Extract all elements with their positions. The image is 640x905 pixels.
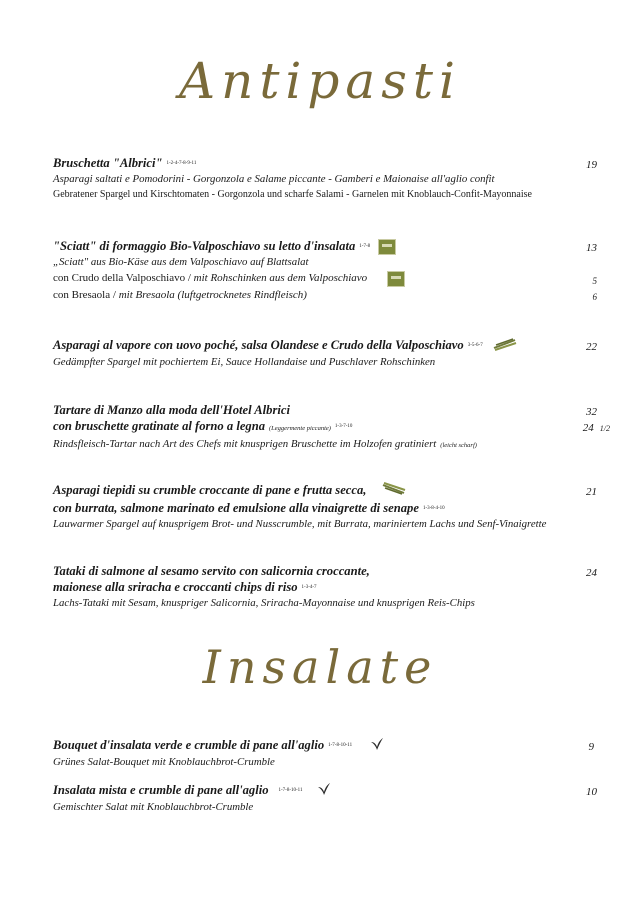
menu-item-asparagi-vapore: [53, 337, 573, 370]
menu-item-insalata-mista: [53, 782, 573, 815]
allergen-codes: 1-7-8-10-11: [278, 788, 303, 794]
spicy-note: (Leggermente piccante): [269, 425, 331, 432]
option-price: 6: [592, 292, 597, 302]
dish-price: 21: [586, 486, 597, 498]
bio-valposchiavo-badge-icon: [378, 239, 396, 255]
dish-title: Asparagi al vapore con uovo poché, salsa Olandese e Crudo della Valposchiavo: [53, 338, 464, 352]
option-german: mit Rohschinken aus dem Valposchiavo: [193, 272, 368, 285]
dish-description-german: Lachs-Tataki mit Sesam, knuspriger Salicornia, Sriracha-Mayonnaise und knusprigen Reis-Chips: [53, 597, 475, 610]
dish-title-line2: con burrata, salmone marinato ed emulsione alla vinaigrette di senape: [53, 501, 419, 516]
option-german: mit Bresaola (luftgetrocknetes Rindfleisch): [118, 288, 307, 301]
dish-title-line2: con bruschette gratinate al forno a legna: [53, 419, 266, 433]
allergen-codes: 1-3-7-10: [334, 424, 353, 430]
dish-description-german: Grünes Salat-Bouquet mit Knoblauchbrot-Crumble: [53, 756, 275, 769]
allergen-codes: 3-5-6-7: [467, 343, 483, 349]
menu-item-tartare: [53, 402, 573, 453]
dish-option: con Crudo della Valposchiavo / mit Rohschinken aus dem Valposchiavo: [53, 270, 573, 286]
dish-title: Bruschetta "Albrici": [53, 156, 163, 170]
section-heading-insalate: Insalate: [202, 640, 438, 694]
vegetarian-icon: [370, 737, 384, 755]
allergen-codes: 1-3-4-7: [301, 585, 317, 591]
option-price: 5: [592, 276, 597, 286]
dish-description-italian: Asparagi saltati e Pomodorini - Gorgonzola e Salame piccante - Gamberi e Maionaise all'aglio confit: [53, 173, 495, 186]
dish-price: 9: [588, 741, 594, 753]
allergen-codes: 1-2-4-7-8-9-11: [166, 161, 197, 167]
dish-description-german: Lauwarmer Spargel auf knusprigem Brot- und Nusscrumble, mit Burrata, mariniertem Lachs und Senf-Vinaigrette: [53, 518, 547, 531]
dish-description-german: Rindsfleisch-Tartar nach Art des Chefs mit knusprigen Bruschette im Holzofen gratiniert: [53, 438, 437, 450]
dish-title: Tartare di Manzo alla moda dell'Hotel Albrici: [53, 403, 290, 417]
dish-title: Insalata mista e crumble di pane all'aglio: [53, 783, 269, 797]
dish-description-german: Gedämpfter Spargel mit pochiertem Ei, Sauce Hollandaise und Puschlaver Rohschinken: [53, 356, 436, 369]
allergen-codes: 1-7-8: [359, 244, 371, 250]
half-portion-fraction: 1/2: [599, 424, 610, 433]
dish-title: "Sciatt" di formaggio Bio-Valposchiavo su letto d'insalata: [53, 239, 356, 253]
asparagus-icon: [382, 482, 406, 500]
dish-price: 32: [586, 406, 597, 418]
menu-item-bruschetta: [53, 155, 573, 202]
half-portion-price: 24: [582, 422, 594, 434]
dish-description-german: Gemischter Salat mit Knoblauchbrot-Crumble: [53, 801, 254, 814]
dish-price: 22: [586, 341, 597, 353]
bio-valposchiavo-badge-icon: [387, 271, 405, 287]
dish-option: con Bresaola / mit Bresaola (luftgetrocknetes Rindfleisch): [53, 288, 307, 301]
vegetarian-icon: [317, 782, 331, 800]
dish-price: 10: [586, 786, 597, 798]
dish-title: Tataki di salmone al sesamo servito con salicornia croccante,: [53, 564, 370, 578]
dish-price: 19: [586, 159, 597, 171]
dish-price: 13: [586, 242, 597, 254]
asparagus-icon: [493, 337, 517, 355]
allergen-codes: 1-7-8-10-11: [328, 743, 353, 749]
allergen-codes: 1-3-8-4-10: [422, 506, 445, 512]
dish-title: Asparagi tiepidi su crumble croccante di pane e frutta secca,: [53, 483, 367, 497]
option-italian: con Crudo della Valposchiavo: [53, 272, 186, 285]
option-italian: con Bresaola: [53, 288, 111, 301]
dish-description-german: „Sciatt" aus Bio-Käse aus dem Valposchiavo auf Blattsalat: [53, 256, 309, 269]
menu-item-sciatt: [53, 238, 573, 303]
section-heading-antipasti: Antipasti: [179, 52, 461, 110]
dish-price: 24: [586, 567, 597, 579]
menu-item-bouquet-insalata: [53, 737, 573, 770]
menu-item-tataki: [53, 563, 573, 611]
dish-title: Bouquet d'insalata verde e crumble di pane all'aglio: [53, 738, 325, 752]
spicy-note-german: (leicht scharf): [440, 442, 477, 449]
menu-item-asparagi-tiepidi: [53, 482, 573, 532]
dish-title-line2: maionese alla sriracha e croccanti chips di riso: [53, 580, 298, 594]
dish-description-german: Gebratener Spargel und Kirschtomaten - Gorgonzola und scharfe Salami - Garnelen mit Knoblauch-Confit-Mayonnaise: [53, 189, 532, 201]
